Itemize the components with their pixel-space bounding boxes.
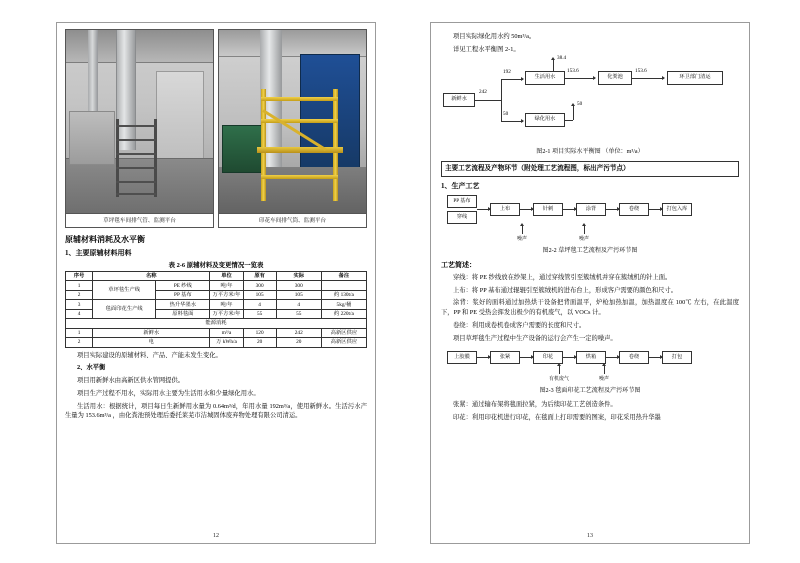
subheading-main-materials: 1、主要原辅材料用料 xyxy=(65,249,132,257)
cell-orig: 105 xyxy=(243,290,276,299)
cell-no: 2 xyxy=(66,338,93,347)
cell-actual: 105 xyxy=(276,290,321,299)
cell-remark: 高新区供应 xyxy=(321,328,366,337)
section-heading-materials: 原辅材料消耗及水平衡 xyxy=(65,235,145,244)
th-original: 原有 xyxy=(243,272,276,281)
cell-unit: 万平方米/年 xyxy=(210,309,243,318)
node-domestic-water: 生活用水 xyxy=(525,71,565,85)
photo-printing-workshop xyxy=(218,29,367,214)
table-row xyxy=(66,300,367,309)
th-unit: 单位 xyxy=(210,272,243,281)
flow-label-192: 192 xyxy=(503,68,511,75)
paragraph-greening-water: 项目实际绿化用水约 50m³/a。 xyxy=(453,33,536,40)
table1-title: 表 2-6 原辅材料及变更情况一览表 xyxy=(168,262,264,269)
photo-grass-mat-workshop xyxy=(65,29,214,214)
th-no: 序号 xyxy=(66,272,93,281)
paragraph-back-coating: 涂背：浆好的面料通过加热烘干设备把背面温平，炉枪加热加温，加热温度在 100℃ 左右，在此温度下，PP 和 PE 受热会挥发出极少的有机废气，以 VOCs 计。 xyxy=(441,299,739,317)
cell-sub: PE 纱线 xyxy=(156,281,210,290)
cell-unit: m³/a xyxy=(210,328,243,337)
flow-label-50a: 50 xyxy=(503,110,509,117)
cell-unit: 吨/年 xyxy=(210,300,243,309)
photo-caption-2: 印花车间排气筒、监测平台 xyxy=(218,214,367,228)
cell-remark: 高新区供应 xyxy=(321,338,366,347)
pollutant-node-noise-2: 噪声 xyxy=(579,236,590,242)
page-number-right: 13 xyxy=(587,533,593,539)
cell-sub: 热升华墨水 xyxy=(156,300,210,309)
cell-no: 3 xyxy=(66,300,93,309)
cell-unit: 万 kWh/a xyxy=(210,338,243,347)
materials-table xyxy=(65,271,367,348)
cell-orig: 300 xyxy=(243,281,276,290)
table-row xyxy=(66,328,367,337)
subheading-water-balance: 2、水平衡 xyxy=(77,364,106,372)
step-winding: 卷绕 xyxy=(619,203,649,216)
cell-no: 1 xyxy=(66,281,93,290)
inputs-group xyxy=(447,195,477,223)
step-pp-base-fabric: PP 基布 xyxy=(447,195,477,208)
step-oven: 烘箱 xyxy=(576,351,606,364)
cell-name: 新鲜水 xyxy=(93,328,210,337)
th-name: 名称 xyxy=(93,272,210,281)
paragraph-threading: 穿线：将 PE 纱线放在纱架上，通过穿线管引至簇绒机并穿在簇绒机的针上面。 xyxy=(453,273,672,281)
node-fresh-water: 新鲜水 xyxy=(443,93,475,107)
cell-actual: 55 xyxy=(276,309,321,318)
page-right xyxy=(430,22,750,544)
flow-label-50b: 50 xyxy=(577,100,583,107)
cell-orig: 55 xyxy=(243,309,276,318)
step-needle-punch: 针刺 xyxy=(533,203,563,216)
paragraph-see-figure: 详见工程水平衡图 2-1。 xyxy=(453,45,520,53)
paragraph-printing: 印花：利用印花机进行印花，在毯面上打印需要的图案，印花采用热升华墨 xyxy=(453,413,661,421)
cell-name: 电 xyxy=(93,338,210,347)
flow-label-153-6b: 153.6 xyxy=(635,67,647,74)
flow-label-153-6a: 153.6 xyxy=(567,67,579,74)
cell-actual: 300 xyxy=(276,281,321,290)
table-row xyxy=(66,281,367,290)
process-flow-printing xyxy=(441,351,739,382)
paragraph-loading: 上布：将 PP 基布通过辊辊引至簇绒机的进布台上，形成客户需要的颜色和尺寸。 xyxy=(453,286,678,294)
table-header-row xyxy=(66,272,367,281)
paragraph-tensioning: 张紧：通过输布架将毯面拉紧，为后续印花工艺创造条件。 xyxy=(453,401,617,409)
paragraph-water-usage: 项目生产过程不用水，实际用水主要为生活用水和少量绿化用水。 xyxy=(77,389,260,397)
cell-actual: 4 xyxy=(276,300,321,309)
cell-section: 能源消耗 xyxy=(66,319,367,328)
step-upper-film: 上胶膜 xyxy=(447,351,477,364)
process-flow-grass-mat xyxy=(441,195,739,241)
node-greening-water: 绿化用水 xyxy=(525,113,565,127)
pollutant-node-voc: 有机废气 xyxy=(549,377,570,383)
th-remark: 备注 xyxy=(321,272,366,281)
th-actual: 实际 xyxy=(276,272,321,281)
cell-unit: 万平方米/年 xyxy=(210,290,243,299)
flow-label-242: 242 xyxy=(479,88,487,95)
table-row xyxy=(66,338,367,347)
photo-caption-1: 草坪毯车间排气管、监测平台 xyxy=(65,214,214,228)
cell-no: 2 xyxy=(66,290,93,299)
cell-remark: 约 220t/a xyxy=(321,309,366,318)
photo-row xyxy=(65,29,367,228)
node-sanitation-transport: 环卫部门清运 xyxy=(667,71,723,85)
step-pack-warehouse: 打包入库 xyxy=(662,203,692,216)
section-box-process: 主要工艺流程及产物环节（附处理工艺流程图，标出产污节点） xyxy=(441,161,739,178)
cell-actual: 242 xyxy=(276,328,321,337)
step-back-coating: 涂背 xyxy=(576,203,606,216)
step-printing: 印花 xyxy=(533,351,563,364)
paragraph-noise: 项目草坪毯生产过程中生产设备的运行会产生一定的噪声。 xyxy=(453,334,617,342)
pollutant-node-noise-3: 噪声 xyxy=(599,377,610,383)
cell-name: 草坪毯生产线 xyxy=(93,281,156,300)
cell-unit: 吨/年 xyxy=(210,281,243,290)
cell-name: 毯面印花生产线 xyxy=(93,300,156,319)
cell-orig: 120 xyxy=(243,328,276,337)
page-number-left: 12 xyxy=(213,533,219,539)
table-section-row xyxy=(66,319,367,328)
step-winding-2: 卷绕 xyxy=(619,351,649,364)
step-thread-pull: 穿线 xyxy=(447,211,477,224)
step-load-fabric: 上布 xyxy=(490,203,520,216)
water-balance-diagram xyxy=(441,54,739,143)
flow-label-38-4: 38.4 xyxy=(557,54,567,61)
step-tensioning: 张紧 xyxy=(490,351,520,364)
cell-no: 1 xyxy=(66,328,93,337)
pollutant-node-noise-1: 噪声 xyxy=(517,236,528,242)
cell-orig: 4 xyxy=(243,300,276,309)
paragraph-no-change: 项目实际建设的原辅材料、产品、产能未发生变化。 xyxy=(77,351,222,359)
cell-sub: 原料毯面 xyxy=(156,309,210,318)
figure-caption-2-3: 图2-3 毯面印花工艺流程及产污环节图 xyxy=(539,388,641,395)
step-packing: 打包 xyxy=(662,351,692,364)
figure-caption-2-1: 图2-1 项目实际水平衡图 （单位：m³/a） xyxy=(536,148,644,155)
subheading-production-process: 1、生产工艺 xyxy=(441,182,480,191)
paragraph-domestic-water: 生活用水：根据统计，项目每日生新鲜用水量为 0.64m³/d，年用水量 192m³/a，使用新鲜水。生活污水产生量为 153.6m³/a ，由化粪池预处理后委托莱芜市洁城固体废弃物处理有限公司清运。 xyxy=(65,402,367,420)
cell-remark xyxy=(321,281,366,290)
cell-actual: 20 xyxy=(276,338,321,347)
node-septic-tank: 化粪池 xyxy=(598,71,632,85)
cell-remark: 5kg/桶 xyxy=(321,300,366,309)
figure-caption-2-2: 图2-2 草坪毯工艺流程及产污环节图 xyxy=(542,247,638,254)
photo-block-2 xyxy=(218,29,367,228)
cell-no: 4 xyxy=(66,309,93,318)
page-left xyxy=(56,22,376,544)
cell-sub: PP 基布 xyxy=(156,290,210,299)
cell-remark: 约 130t/a xyxy=(321,290,366,299)
process-brief-title: 工艺简述： xyxy=(441,260,476,269)
paragraph-water-source: 项目用新鲜水由高新区供水管网提供。 xyxy=(77,377,185,385)
paragraph-winding: 卷绕：利用成卷机卷成客户需要的长度和尺寸。 xyxy=(453,321,586,329)
photo-block-1 xyxy=(65,29,214,228)
cell-orig: 20 xyxy=(243,338,276,347)
